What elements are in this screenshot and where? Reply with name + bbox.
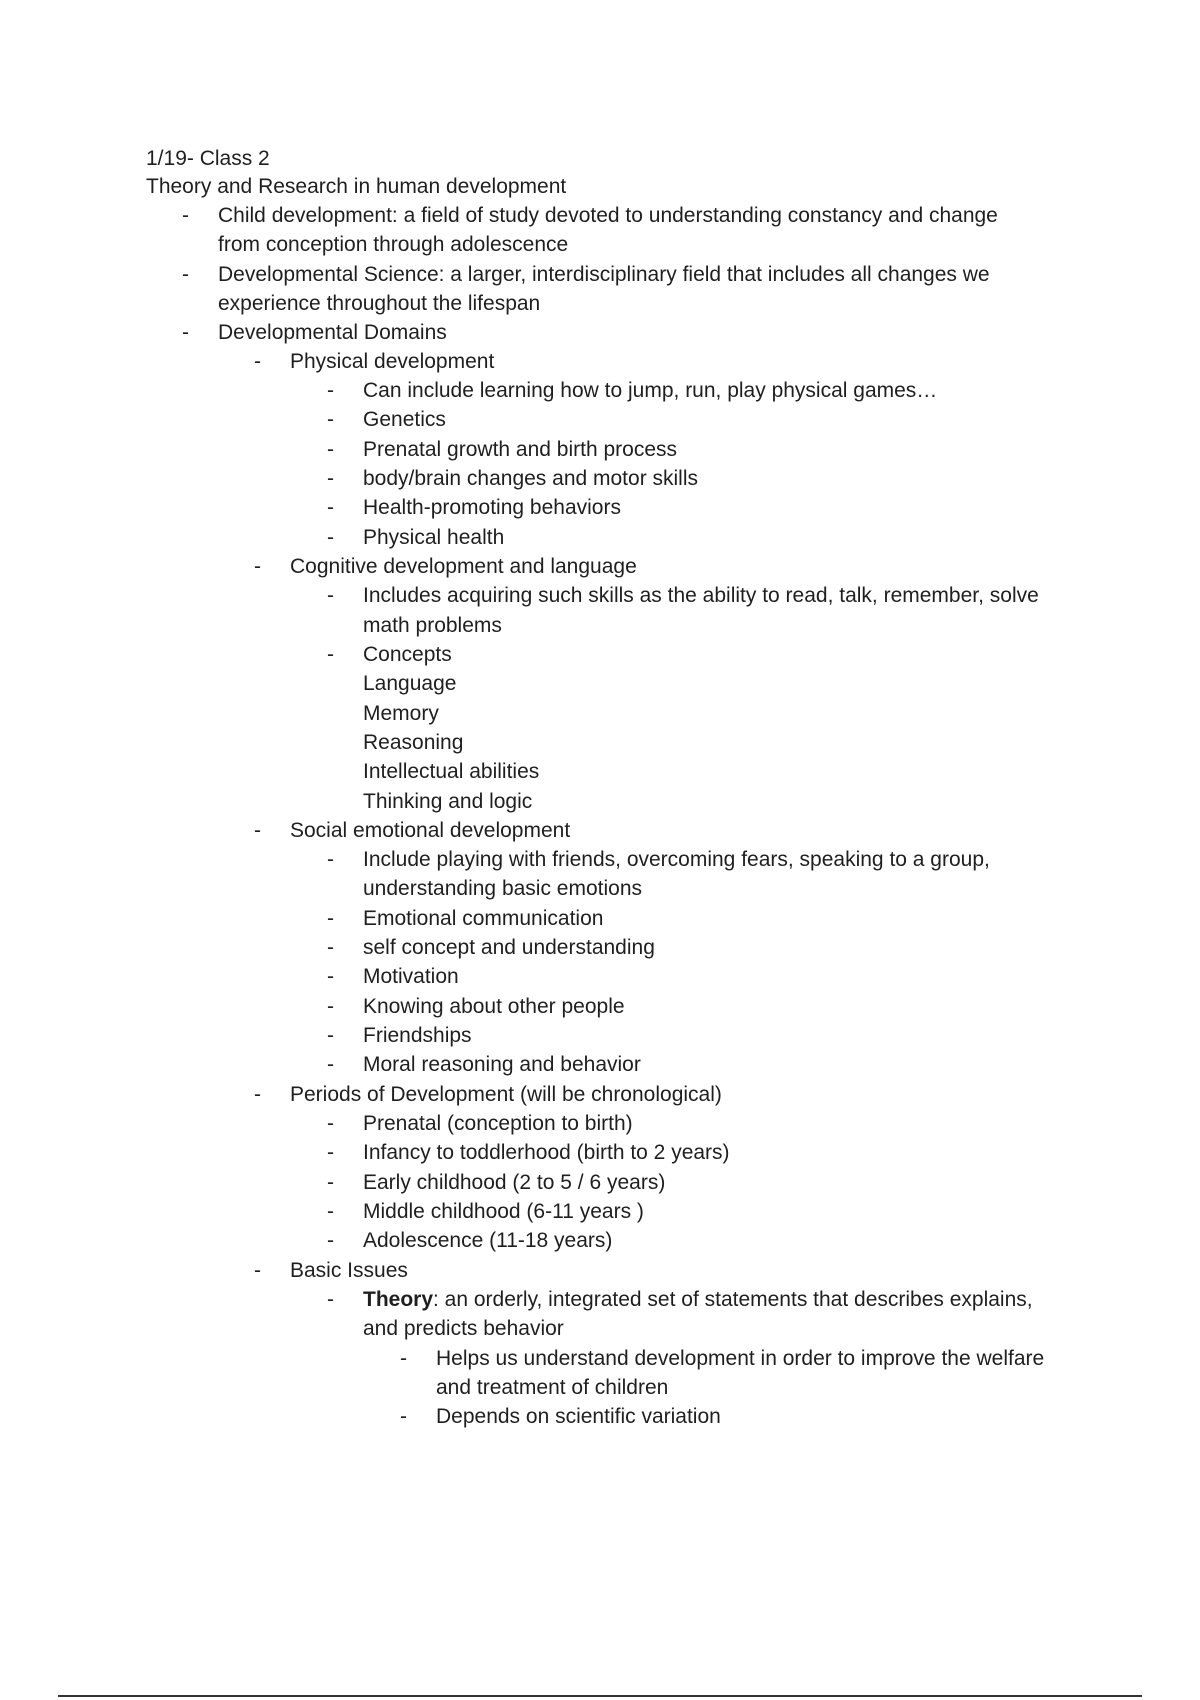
page-divider [58,1695,1142,1697]
bullet-dash: - [327,936,334,959]
bullet-dash: - [327,995,334,1018]
list-item: Early childhood (2 to 5 / 6 years) [363,1171,666,1194]
bullet-dash: - [327,584,334,607]
theory-term: Theory [363,1288,434,1311]
bullet-dash: - [254,555,261,578]
cognitive-heading: Cognitive development and language [290,555,637,578]
periods-heading: Periods of Development (will be chronological) [290,1083,722,1106]
list-item: Health-promoting behaviors [363,496,621,519]
list-item: Moral reasoning and behavior [363,1053,641,1076]
definition-dev-science-cont: experience throughout the lifespan [218,292,541,315]
bullet-dash: - [327,1141,334,1164]
bullet-dash: - [327,408,334,431]
definition-dev-science: Developmental Science: a larger, interdisciplinary field that includes all changes we [218,263,990,286]
social-heading: Social emotional development [290,819,571,842]
list-item: Adolescence (11-18 years) [363,1229,613,1252]
list-item: Emotional communication [363,907,604,930]
list-item: Middle childhood (6-11 years ) [363,1200,644,1223]
bullet-dash: - [254,1083,261,1106]
list-item: Knowing about other people [363,995,625,1018]
bullet-dash: - [254,819,261,842]
subject-heading: Theory and Research in human development [146,175,567,198]
list-item: Intellectual abilities [363,760,540,783]
theory-definition-text: : an orderly, integrated set of statements that describes explains, [433,1288,1033,1311]
theory-definition [363,1285,1033,1314]
list-item: Genetics [363,408,446,431]
list-item: Thinking and logic [363,790,533,813]
list-item: Reasoning [363,731,464,754]
definition-child-development: Child development: a field of study devoted to understanding constancy and change [218,204,998,227]
list-item: Concepts [363,643,452,666]
bullet-dash: - [254,350,261,373]
social-include-cont: understanding basic emotions [363,877,643,900]
bullet-dash: - [182,263,189,286]
physical-heading: Physical development [290,350,495,373]
bullet-dash: - [327,1053,334,1076]
bullet-dash: - [327,965,334,988]
bullet-dash: - [327,379,334,402]
list-item: Motivation [363,965,459,988]
list-item: self concept and understanding [363,936,655,959]
list-item: Physical health [363,526,505,549]
bullet-dash: - [182,321,189,344]
date-title: 1/19- Class 2 [146,147,270,170]
social-include: Include playing with friends, overcoming fears, speaking to a group, [363,848,990,871]
theory-sub-item-cont: and treatment of children [436,1376,669,1399]
list-item: Language [363,672,457,695]
bullet-dash: - [327,907,334,930]
bullet-dash: - [182,204,189,227]
cognitive-includes-cont: math problems [363,614,502,637]
bullet-dash: - [327,1200,334,1223]
theory-definition-cont: and predicts behavior [363,1317,564,1340]
theory-sub-item: Depends on scientific variation [436,1405,721,1428]
definition-child-development-cont: from conception through adolescence [218,233,569,256]
list-item: Memory [363,702,439,725]
cognitive-includes: Includes acquiring such skills as the ability to read, talk, remember, solve [363,584,1039,607]
list-item: Prenatal growth and birth process [363,438,678,461]
developmental-domains: Developmental Domains [218,321,447,344]
bullet-dash: - [327,496,334,519]
list-item: Prenatal (conception to birth) [363,1112,633,1135]
bullet-dash: - [254,1259,261,1282]
bullet-dash: - [327,1171,334,1194]
bullet-dash: - [327,848,334,871]
bullet-dash: - [400,1405,407,1428]
list-item: Can include learning how to jump, run, play physical games… [363,379,938,402]
bullet-dash: - [327,467,334,490]
bullet-dash: - [327,438,334,461]
theory-sub-item: Helps us understand development in order to improve the welfare [436,1347,1045,1370]
basic-issues-heading: Basic Issues [290,1259,408,1282]
bullet-dash: - [327,1229,334,1252]
bullet-dash: - [400,1347,407,1370]
list-item: body/brain changes and motor skills [363,467,699,490]
bullet-dash: - [327,1112,334,1135]
bullet-dash: - [327,1288,334,1311]
list-item: Infancy to toddlerhood (birth to 2 years) [363,1141,730,1164]
bullet-dash: - [327,643,334,666]
bullet-dash: - [327,1024,334,1047]
list-item: Friendships [363,1024,472,1047]
bullet-dash: - [327,526,334,549]
